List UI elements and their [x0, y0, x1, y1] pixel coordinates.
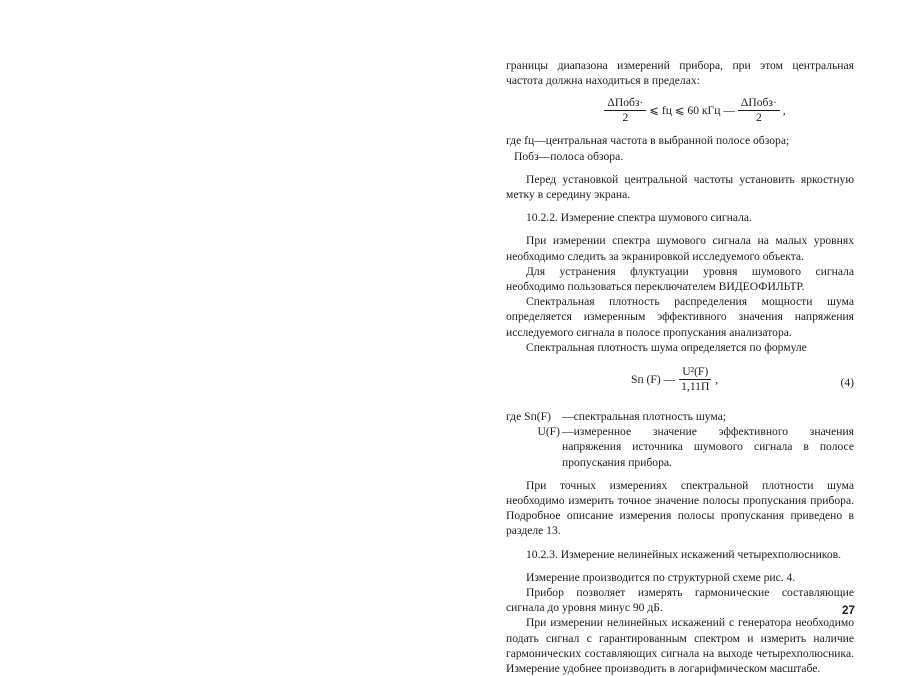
definition-text: —измеренное значение эффективного значения напряжения источника шумового сигнала в полосе пропускания прибора.	[562, 425, 854, 469]
paragraph: Измерение производится по структурной схеме рис. 4.	[526, 570, 796, 584]
paragraph: Спектральная плотность распределения мощности шума определяется измеренным эффективного значения напряжения исследуемого сигнала в полосе пропускания анализатора.	[506, 295, 854, 339]
formula-lhs: Sп (F) —	[631, 372, 676, 386]
fraction-denominator: 2	[755, 111, 762, 125]
paragraph: При измерении спектра шумового сигнала на малых уровнях необходимо следить за экранировкой исследуемого объекта.	[506, 234, 854, 263]
section-heading: 10.2.3. Измерение нелинейных искажений четырехполюсников.	[526, 547, 841, 561]
formula-expression	[631, 365, 718, 394]
fraction	[678, 365, 712, 394]
fraction-right	[738, 96, 780, 125]
paragraph: Перед установкой центральной частоты установить яркостную метку в середину экрана.	[506, 172, 854, 202]
paragraph: Побз—полоса обзора.	[514, 149, 624, 163]
definition-text: —спектральная плотность шума;	[562, 410, 727, 424]
fraction-numerator: ΔПобз·	[604, 96, 646, 111]
paragraph: Прибор позволяет измерять гармонические составляющие сигнала до уровня минус 90 дБ.	[506, 586, 854, 615]
text-column	[506, 58, 854, 676]
formula-range	[536, 96, 854, 125]
paragraph: Спектральная плотность шума определяется по формуле	[526, 340, 807, 354]
fraction-denominator: 1,11П	[681, 380, 710, 394]
formula-noise-density	[506, 365, 854, 399]
section-heading: 10.2.2. Измерение спектра шумового сигнала.	[526, 211, 752, 225]
formula-inequality: ⩽ fц ⩽ 60 кГц —	[649, 104, 735, 118]
definition-term: где Sп(F)	[506, 410, 551, 424]
equation-number: (4)	[840, 376, 854, 390]
fraction-numerator: ΔПобз·	[738, 96, 780, 111]
paragraph: При точных измерениях спектральной плотности шума необходимо измерить точное значение полосы пропускания прибора. Подробное описание измерения полосы пропускания приведено в разделе 13.	[506, 478, 854, 538]
definition-list	[506, 409, 854, 470]
paragraph: где fц—центральная частота в выбранной полосе обзора;	[506, 134, 790, 148]
page-number: 27	[842, 604, 855, 617]
paragraph: При измерении нелинейных искажений с генератора необходимо подать сигнал с гарантированным спектром и измерить наличие гармонических составляющих сигнала на выходе четырехполюсника. Измерение удобнее производить в логарифмическом масштабе.	[506, 616, 854, 676]
paragraph: границы диапазона измерений прибора, при этом центральная частота должна находиться в пределах:	[506, 59, 854, 88]
formula-tail: ,	[782, 104, 786, 118]
fraction-left	[604, 96, 646, 125]
definition-term: U(F)	[537, 425, 560, 439]
paragraph: Для устранения флуктуации уровня шумового сигнала необходимо пользоваться переключателем ВИДЕОФИЛЬТР.	[506, 264, 854, 294]
fraction-numerator: U²(F)	[679, 365, 711, 380]
formula-tail: ,	[715, 372, 719, 386]
fraction-denominator: 2	[622, 111, 629, 125]
